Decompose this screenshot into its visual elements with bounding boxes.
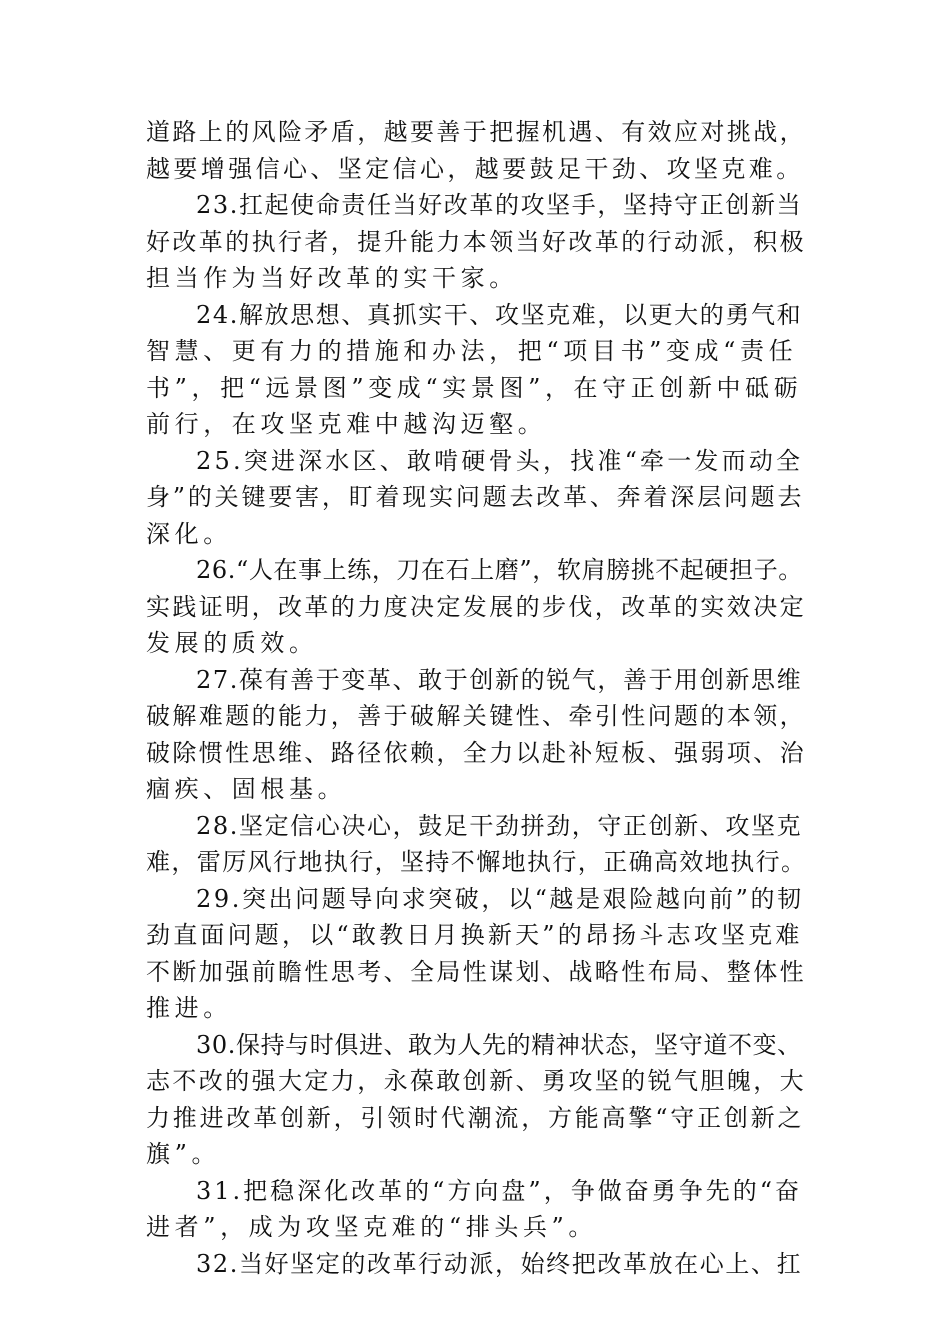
paragraph-line: 书”，把“远景图”变成“实景图”，在守正创新中砥砺: [146, 373, 803, 402]
paragraph-line: 力推进改革创新，引领时代潮流，方能高擎“守正创新之: [146, 1103, 805, 1132]
paragraph-line: 旗”。: [146, 1140, 221, 1168]
paragraph-first-line: 26.“人在事上练，刀在石上磨”，软肩膀挑不起硬担子。: [196, 556, 803, 584]
paragraph-line: 实践证明，改革的力度决定发展的步伐，改革的实效决定: [146, 592, 806, 621]
paragraph-first-line: 28.坚定信心决心，鼓足干劲拼劲，守正创新、攻坚克: [196, 811, 803, 840]
paragraph-line: 破除惯性思维、路径依赖，全力以赴补短板、强弱项、治: [146, 738, 806, 767]
paragraph-line: 推进。: [146, 994, 232, 1022]
paragraph-line: 智慧、更有力的措施和办法，把“项目书”变成“责任: [146, 337, 798, 365]
document-body-text: [146, 114, 806, 1282]
paragraph-line: 难，雷厉风行地执行，坚持不懈地执行，正确高效地执行。: [146, 848, 807, 876]
paragraph-first-line: 27.葆有善于变革、敢于创新的锐气，善于用创新思维: [196, 665, 803, 694]
paragraph-line: 深化。: [146, 519, 232, 548]
paragraph-first-line: 25.突进深水区、敢啃硬骨头，找准“牵一发而动全: [196, 446, 804, 475]
paragraph-first-line: 30.保持与时俱进、敢为人先的精神状态，坚守道不变、: [196, 1030, 802, 1059]
paragraph-line: 前行，在攻坚克难中越沟迈壑。: [146, 410, 547, 438]
paragraph-first-line: 32.当好坚定的改革行动派，始终把改革放在心上、扛: [196, 1249, 803, 1278]
paragraph-line: 破解难题的能力，善于破解关键性、牵引性问题的本领，: [146, 702, 806, 730]
paragraph-line: 好改革的执行者，提升能力本领当好改革的行动派，积极: [146, 227, 806, 256]
paragraph-line: 劲直面问题，以“敢教日月换新天”的昂扬斗志攻坚克难: [146, 921, 803, 949]
paragraph-line: 身”的关键要害，盯着现实问题去改革、奔着深层问题去: [146, 483, 805, 511]
paragraph-line: 不断加强前瞻性思考、全局性谋划、战略性布局、整体性: [146, 957, 806, 986]
paragraph-first-line: 24.解放思想、真抓实干、攻坚克难，以更大的勇气和: [196, 300, 803, 329]
paragraph-line: 发展的质效。: [146, 629, 318, 657]
paragraph-line: 担当作为当好改革的实干家。: [146, 264, 518, 292]
paragraph-first-line: 23.扛起使命责任当好改革的攻坚手，坚持守正创新当: [196, 191, 803, 219]
paragraph-first-line: 31.把稳深化改革的“方向盘”，争做奋勇争先的“奋: [196, 1176, 802, 1205]
paragraph-line: 道路上的风险矛盾，越要善于把握机遇、有效应对挑战，: [146, 118, 806, 146]
paragraph-line: 越要增强信心、坚定信心，越要鼓足干劲、攻坚克难。: [146, 154, 804, 183]
paragraph-first-line: 29.突出问题导向求突破，以“越是艰险越向前”的韧: [196, 884, 804, 913]
paragraph-line: 进者”，成为攻坚克难的“排头兵”。: [146, 1213, 598, 1241]
paragraph-line: 志不改的强大定力，永葆敢创新、勇攻坚的锐气胆魄，大: [146, 1067, 806, 1095]
paragraph-line: 痼疾、固根基。: [146, 775, 347, 803]
